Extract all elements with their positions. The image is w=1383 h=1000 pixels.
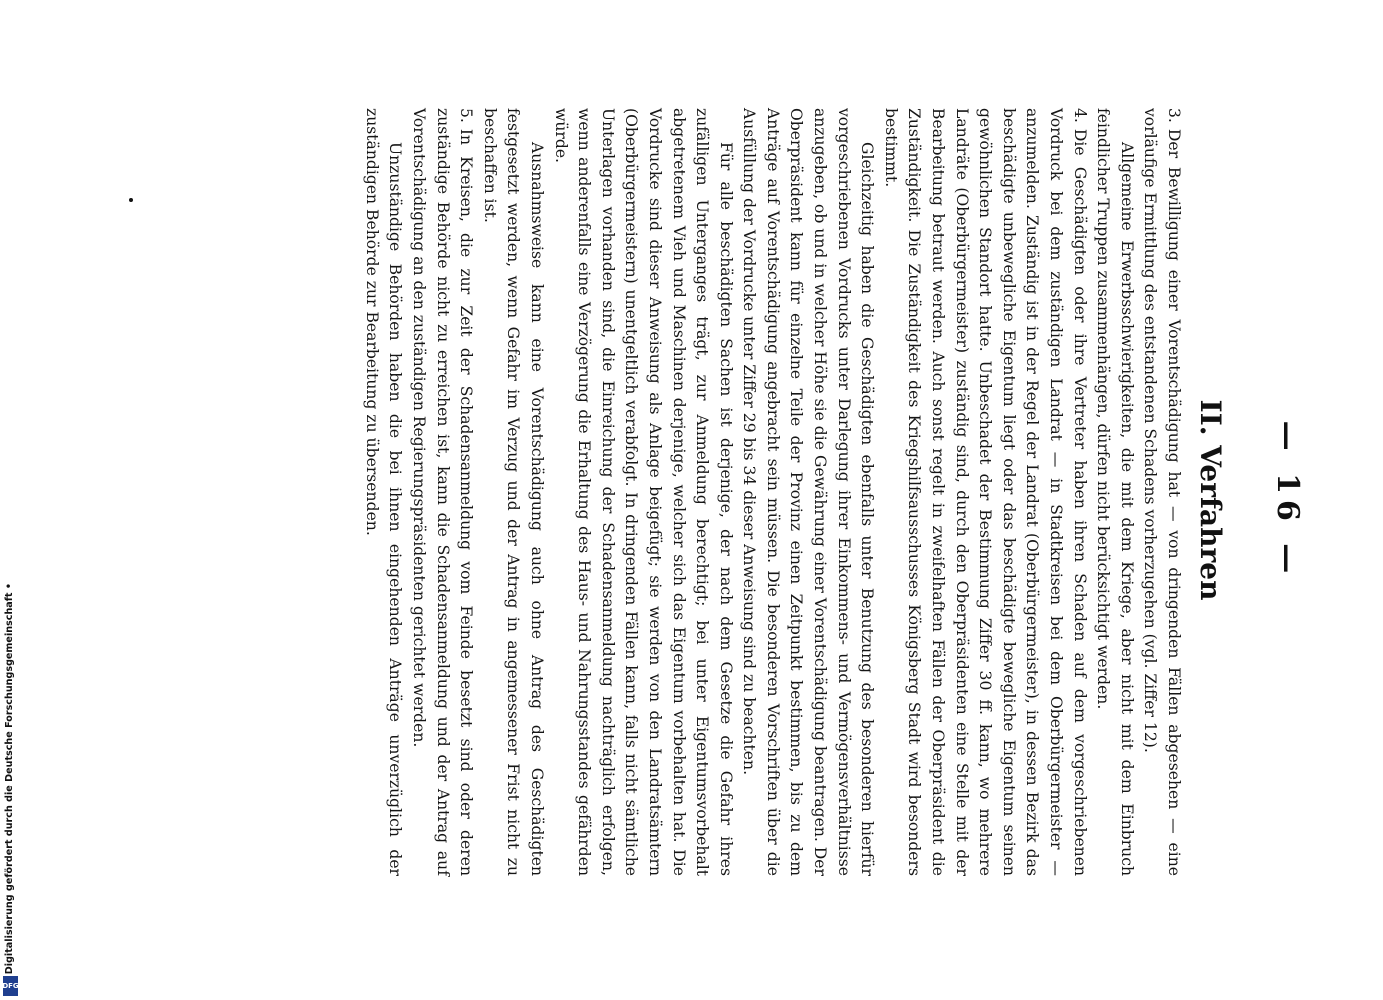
numbered-item-5 — [359, 108, 477, 876]
digitization-credit-bar — [0, 582, 22, 1000]
paragraph: Für alle beschädigten Sachen ist derjenige, der nach dem Gesetze die Gefahr ihres zufälligen Unterganges trägt, zur Anmeldung berechtigt; bei unter Eigentumsvorbehalt abgetretenem Vieh und Maschinen derjenige, welcher sich das Eigentum vorbehalten hat. Die Vordrucke sind dieser Anweisung als Anlage beigefügt; sie werden von den Landratsämtern (Oberbürgermeistern) unentgeltlich verabfolgt. In dringenden Fällen kann, falls nicht sämtliche Unterlagen vorhanden sind, die Einreichung der Schadensanmeldung nachträglich erfolgen, wenn anderenfalls eine Verzögerung die Erhaltung des Haus- und Nahrungsstandes gefährden würde. — [551, 108, 735, 876]
paragraph — [1138, 108, 1185, 876]
item-number: 3. — [1165, 108, 1183, 123]
paragraph: Unzuständige Behörden haben die bei ihnen eingehenden Anträge unverzüglich der zuständigen Behörde zur Bearbeitung zu übersenden. — [362, 108, 405, 876]
paragraph-text: Die Geschädigten oder ihre Vertreter haben ihren Schaden auf dem vorgeschriebenen Vordruck bei dem zuständigen Landrat — in Stadtkreisen bei dem Oberbürgermeister — anzumelden. Zuständig ist in der Regel der Landrat (Oberbürgermeister), in dessen Bezirk das beschädigte unbewegliche Eigentum liegt oder das beschädigte bewegliche Eigentum seinen gewöhnlichen Standort hatte. Unbeschadet der Bestimmung Ziffer 30 ff. kann, wo mehrere Landräte (Oberbürgermeister) zuständig sind, durch den Oberpräsidenten eine Stelle mit der Bearbeitung betraut werden. Auch sonst regelt in zweifelhaften Fällen der Oberpräsident die Zuständigkeit. Die Zuständigkeit des Kriegshilfsausschusses Königsberg Stadt wird besonders bestimmt. — [881, 108, 1089, 876]
body-text — [359, 108, 1185, 876]
numbered-item-4 — [477, 108, 1090, 876]
section-title: II. Verfahren — [1194, 399, 1227, 601]
paragraph: Gleichzeitig haben die Geschädigten ebenfalls unter Benutzung des besonderen hierfür vorgeschriebenen Vordrucks unter Darlegung ihrer Einkommens- und Vermögensverhältnisse anzugeben, ob und in welcher Höhe sie die Gewährung einer Vorentschädigung beantragen. Der Oberpräsident kann für einzelne Teile der Provinz einen Zeitpunkt bestimmen, bis zu dem Anträge auf Vorentschädigung angebracht sein müssen. Die besonderen Vorschriften über die Ausfüllung der Vordrucke unter Ziffer 29 bis 34 dieser Anweisung sind zu beachten. — [740, 108, 877, 876]
page-number: — 16 — — [1270, 420, 1305, 580]
paragraph-text: Der Bewilligung einer Vorentschädigung hat — von dringenden Fällen abgesehen — eine vorläufige Ermittlung des entstandenen Schadens vorherzugehen (vgl. Ziffer 12). — [1141, 108, 1183, 876]
paragraph — [878, 108, 1090, 876]
item-number: 4. — [1070, 108, 1089, 123]
item-number: 5. — [457, 108, 476, 123]
paragraph-text: In Kreisen, die zur Zeit der Schadensanmeldung vom Feinde besetzt sind oder deren zuständige Behörde nicht zu erreichen ist, kann die Schadensanmeldung und der Antrag auf Vorentschädigung an den zuständigen Regierungspräsidenten gerichtet werden. — [410, 108, 476, 876]
funding-credit: Digitalisierung gefördert durch die Deutsche Forschungsgemeinschaft • — [4, 582, 15, 974]
paragraph: Ausnahmsweise kann eine Vorentschädigung auch ohne Antrag des Geschädigten festgesetzt werden, wenn Gefahr im Verzug und der Antrag in angemessener Frist nicht zu beschaffen ist. — [480, 108, 546, 876]
paragraph: Allgemeine Erwerbsschwierigkeiten, die mit dem Kriege, aber nicht mit dem Einbruch feindlicher Truppen zusammenhängen, dürfen nicht berücksichtigt werden. — [1094, 108, 1136, 876]
scan-speck — [129, 198, 133, 202]
dfg-logo: DFG — [3, 976, 18, 996]
numbered-item-3 — [1091, 108, 1185, 876]
paragraph — [406, 108, 477, 876]
